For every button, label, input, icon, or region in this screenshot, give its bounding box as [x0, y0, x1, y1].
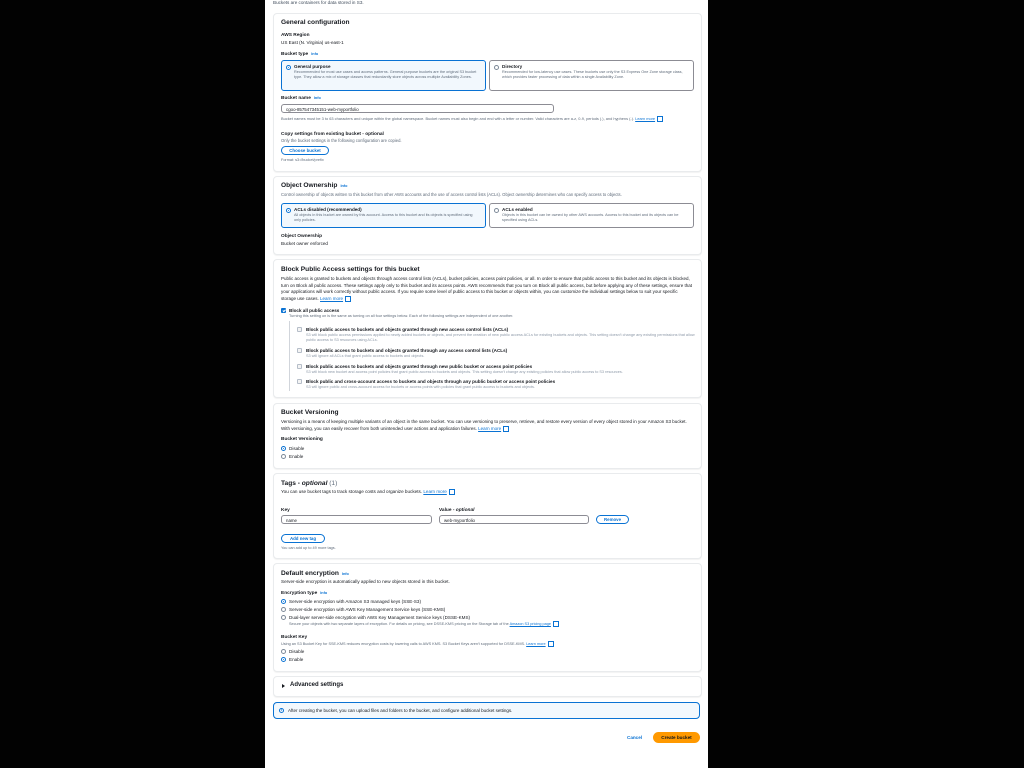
default-encryption-title: Default encryption Info [281, 570, 349, 577]
bpa-new-acls-title: Block public access to buckets and objects granted through new access control lists (ACLs) [306, 327, 509, 332]
block-public-access-panel [273, 259, 702, 398]
bucket-versioning-title: Bucket Versioning [281, 409, 339, 416]
bucket-name-info-link[interactable]: Info [313, 96, 321, 100]
bpa-learn-more-link[interactable]: Learn more [320, 295, 344, 301]
bucket-type-general-purpose-card[interactable] [281, 60, 486, 91]
general-purpose-desc: Recommended for most use cases and access patterns. General purpose buckets are the original S3 bucket type. They allow a mix of storage classes that redundantly store objects across multiple Availability Zones. [294, 70, 477, 79]
bpa-cross-account-desc: S3 will ignore public and cross-account access for buckets or access points with policies that grant public access to buckets and objects. [306, 385, 535, 389]
bpa-cross-account-checkbox[interactable] [297, 379, 302, 384]
tags-desc: You can use bucket tags to track storage costs and organize buckets. Learn more [281, 489, 455, 495]
object-ownership-title: Object Ownership Info [281, 182, 348, 189]
object-ownership-desc: Control ownership of objects written to this bucket from other AWS accounts and the use of access control lists (ACLs). Object ownership determines who can specify access to objects. [281, 192, 622, 197]
acls-disabled-desc: All objects in this bucket are owned by this account. Access to this bucket and its objects is specified using only policies. [294, 213, 473, 222]
remove-tag-button[interactable]: Remove [596, 515, 629, 524]
object-ownership-info-link[interactable]: Info [340, 184, 348, 188]
region-label: AWS Region [281, 33, 310, 38]
bpa-new-acls-desc: S3 will block public access permissions applied to newly added buckets or objects, and prevent the creation of new public access ACLs for existing buckets and objects. This setting doesn't change any existing permissions that allow public access to S3 resources using ACLs. [306, 333, 695, 342]
versioning-disable-radio[interactable] [281, 446, 286, 451]
bpa-any-acls-desc: S3 will ignore all ACLs that grant public access to buckets and objects. [306, 354, 425, 358]
bpa-tree-line [289, 321, 291, 391]
bpa-new-policies-checkbox[interactable] [297, 364, 302, 369]
bpa-any-acls-title: Block public access to buckets and objects granted through any access control lists (ACLs) [306, 348, 508, 353]
bucket-key-disable-label: Disable [289, 649, 305, 654]
default-encryption-panel [273, 563, 702, 672]
bpa-new-policies-desc: S3 will block new bucket and access point policies that grant public access to buckets and objects. This setting doesn't change any existing policies that allow public access to S3 resources. [306, 370, 623, 374]
bucket-key-enable-label: Enable [289, 657, 304, 662]
bucket-key-disable-radio[interactable] [281, 649, 286, 654]
external-link-icon [449, 489, 455, 495]
bucket-type-label: Bucket type Info [281, 52, 319, 57]
external-link-icon [548, 641, 554, 647]
general-purpose-radio[interactable] [286, 65, 291, 70]
info-alert-text: After creating the bucket, you can upload files and folders to the bucket, and configure additional bucket settings. [288, 708, 513, 713]
versioning-enable-label: Enable [289, 454, 304, 459]
versioning-label: Bucket Versioning [281, 437, 323, 442]
bucket-versioning-desc: Versioning is a means of keeping multiple variants of an object in the same bucket. You can use versioning to preserve, retrieve, and restore every version of every object stored in your Amazon S3 bucket. With versioning, you can easily recover from both unintended user actions and application failures. Learn more [281, 419, 687, 431]
tag-value-label: Value - optional [439, 508, 475, 513]
choose-bucket-button[interactable]: Choose bucket [281, 146, 329, 155]
cancel-button[interactable]: Cancel [627, 735, 643, 740]
block-all-label: Block all public access [289, 308, 340, 313]
bpa-cross-account-title: Block public and cross-account access to buckets and objects through any public bucket or access point policies [306, 379, 556, 384]
caret-right-icon [282, 684, 285, 688]
acls-enabled-title: ACLs enabled [502, 207, 533, 212]
general-purpose-title: General purpose [294, 64, 331, 69]
bucket-name-label: Bucket name Info [281, 96, 321, 101]
tag-value-input[interactable]: web-myportfolio [439, 515, 589, 524]
sse-s3-label: Server-side encryption with Amazon S3 managed keys (SSE-S3) [289, 599, 422, 604]
sse-s3-radio[interactable] [281, 599, 286, 604]
general-config-title: General configuration [281, 19, 350, 26]
bpa-any-acls-checkbox[interactable] [297, 348, 302, 353]
sse-kms-radio[interactable] [281, 607, 286, 612]
format-hint: Format: s3://bucket/prefix [281, 158, 324, 162]
bucket-type-directory-card[interactable] [489, 60, 694, 91]
add-new-tag-button[interactable]: Add new tag [281, 534, 325, 543]
acls-enabled-card[interactable] [489, 203, 694, 228]
intro-text: Buckets are containers for data stored in S3. [273, 0, 364, 5]
encryption-type-label: Encryption type Info [281, 591, 328, 596]
directory-title: Directory [502, 64, 523, 69]
bpa-new-acls-checkbox[interactable] [297, 327, 302, 332]
sse-kms-label: Server-side encryption with AWS Key Management Service keys (SSE-KMS) [289, 607, 446, 612]
versioning-learn-more-link[interactable]: Learn more [478, 425, 502, 431]
bucket-name-hint: Bucket names must be 3 to 63 characters and unique within the global namespace. Bucket names must also begin and end with a letter or number. Valid characters are a-z, 0-9, periods (.), and hyphens (-). Learn more [281, 116, 686, 122]
bucket-key-enable-radio[interactable] [281, 657, 286, 662]
external-link-icon [553, 621, 559, 627]
external-link-icon [657, 116, 663, 122]
tags-limit-text: You can add up to 49 more tags. [281, 546, 336, 550]
create-bucket-page [265, 0, 708, 768]
block-public-access-desc: Public access is granted to buckets and objects through access control lists (ACLs), bucket policies, access point policies, or all. In order to ensure that public access to this bucket and its objects is blocked, turn on Block all public access. These settings apply only to this bucket and its access points. AWS recommends that you turn on Block all public access, but before applying any of these settings, ensure that your applications will work correctly without public access. If you require some level of public access to this bucket or objects within, you can customize the individual settings below to suit your specific storage use cases. Learn more [281, 276, 692, 301]
bucket-versioning-panel [273, 403, 702, 469]
block-all-desc: Turning this setting on is the same as turning on all four settings below. Each of the following settings are independent of one another. [289, 314, 514, 318]
directory-desc: Recommended for low-latency use cases. These buckets use only the S3 Express One Zone storage class, which provides faster processing of data within a single Availability Zone. [502, 70, 683, 79]
bucket-key-desc: Using an S3 Bucket Key for SSE-KMS reduces encryption costs by lowering calls to AWS KMS. S3 Bucket Keys aren't supported for DSSE-KMS. Learn more [281, 641, 554, 647]
bucket-key-label: Bucket Key [281, 635, 308, 640]
create-bucket-button[interactable]: Create bucket [653, 732, 700, 743]
object-ownership-panel [273, 176, 702, 255]
tags-title: Tags - optional (1) [281, 480, 338, 487]
info-circle-icon: i [281, 708, 282, 712]
bucket-name-input[interactable]: cgoo-857547345151-web-myportfolio [281, 104, 554, 113]
tags-panel [273, 473, 702, 559]
bucket-name-learn-more-link[interactable]: Learn more [635, 116, 656, 122]
acls-disabled-radio[interactable] [286, 208, 291, 213]
acls-disabled-title: ACLs disabled (recommended) [294, 207, 362, 212]
s3-pricing-link[interactable]: Amazon S3 pricing page [509, 622, 551, 626]
dsse-kms-radio[interactable] [281, 615, 286, 620]
directory-radio[interactable] [494, 65, 499, 70]
acls-enabled-desc: Objects in this bucket can be owned by other AWS accounts. Access to this bucket and its objects can be specified using ACLs. [502, 213, 679, 222]
tag-key-label: Key [281, 508, 290, 513]
bucket-key-learn-more-link[interactable]: Learn more [526, 642, 546, 646]
dsse-kms-desc: Secure your objects with two separate layers of encryption. For details on pricing, see DSSE-KMS pricing on the Storage tab of the Amazon S3 pricing page [289, 621, 559, 627]
advanced-settings-label: Advanced settings [290, 682, 344, 688]
external-link-icon [345, 296, 351, 302]
block-public-access-title: Block Public Access settings for this bucket [281, 266, 420, 273]
copy-settings-label: Copy settings from existing bucket - optional [281, 132, 384, 137]
external-link-icon [503, 426, 509, 432]
advanced-settings-panel[interactable] [273, 676, 702, 697]
encryption-type-info-link[interactable]: Info [320, 591, 328, 595]
bucket-type-info-link[interactable]: Info [311, 52, 319, 56]
block-all-public-access-checkbox[interactable] [281, 308, 286, 313]
region-value: US East (N. Virginia) us-east-1 [281, 40, 344, 45]
acls-enabled-radio[interactable] [494, 208, 499, 213]
object-ownership-result-label: Object Ownership [281, 234, 323, 239]
object-ownership-result-value: Bucket owner enforced [281, 241, 328, 246]
dsse-kms-label: Dual-layer server-side encryption with AWS Key Management Service keys (DSSE-KMS) [289, 615, 471, 620]
copy-settings-desc: Only the bucket settings in the following configuration are copied. [281, 138, 402, 143]
bpa-new-policies-title: Block public access to buckets and objects granted through new public bucket or access point policies [306, 364, 533, 369]
versioning-enable-radio[interactable] [281, 454, 286, 459]
tag-key-input[interactable]: name [281, 515, 432, 524]
tags-learn-more-link[interactable]: Learn more [423, 489, 447, 495]
default-encryption-info-link[interactable]: Info [341, 572, 349, 576]
info-alert [273, 702, 700, 719]
default-encryption-desc: Server-side encryption is automatically applied to new objects stored in this bucket. [281, 579, 450, 584]
general-configuration-panel [273, 13, 702, 172]
versioning-disable-label: Disable [289, 446, 305, 451]
acls-disabled-card[interactable] [281, 203, 486, 228]
